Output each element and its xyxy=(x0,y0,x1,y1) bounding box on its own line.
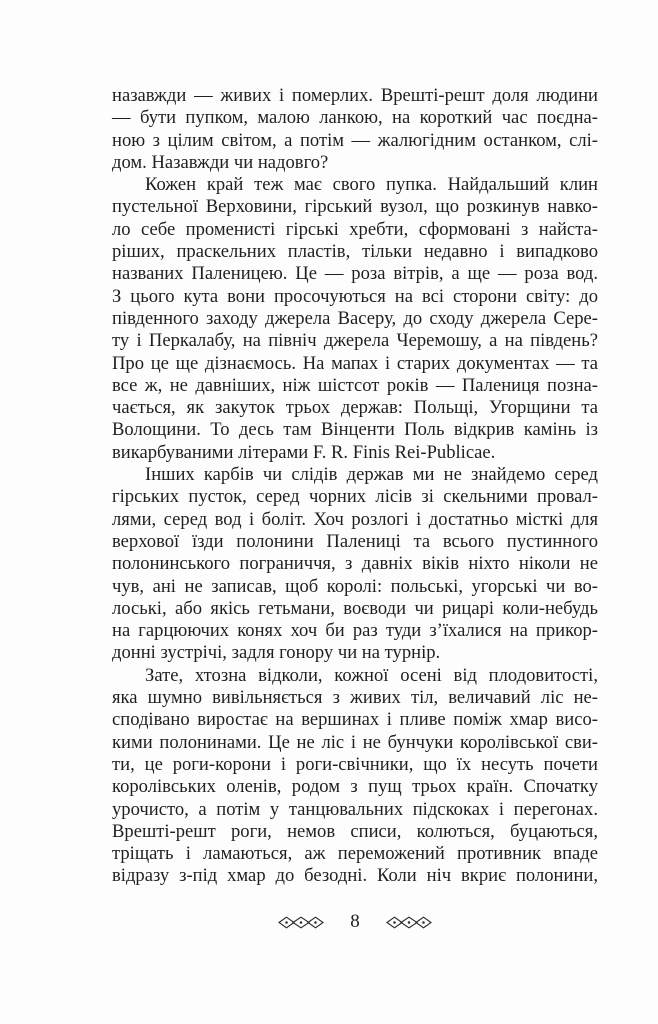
text-line: Волощини. То десь там Вінценти Поль відкрив камінь із xyxy=(112,419,598,441)
paragraph xyxy=(112,85,598,174)
text-line: сподівано виростає на вершинах і пливе поміж хмар висо- xyxy=(112,709,598,731)
text-line: донні зустрічі, задля гонору чи на турнір. xyxy=(112,642,441,664)
text-line: З цього кута вони просочуються на всі сторони світу: до xyxy=(112,285,598,307)
text-line: відразу з-під хмар до безодні. Коли ніч вкриє полонини, xyxy=(112,865,598,887)
text-line: полонинського пограниччя, з давніх віків ніхто ніколи не xyxy=(112,553,598,575)
text-line: ту і Перкалабу, на північ джерела Черемошу, а на південь? xyxy=(112,330,598,352)
text-line: ти, це роги-корони і роги-свічники, що їх несуть почети xyxy=(112,753,598,775)
text-line: названих Паленицею. Це — роза вітрів, а ще — роза вод. xyxy=(112,263,598,285)
text-line: пустельної Верховини, гірський вузол, що розкинув навко- xyxy=(112,196,598,218)
page-text xyxy=(112,85,598,888)
text-line: лями, серед вод і боліт. Хоч розлогі і достатньо місткі для xyxy=(112,508,598,530)
text-line: назавжди — живих і померлих. Врешті-решт доля людини xyxy=(112,85,598,106)
text-line: гірських пусток, серед чорних лісів зі скельними провал- xyxy=(112,486,598,508)
text-line: Зате, хтозна відколи, кожної осені від плодовитості, xyxy=(145,664,598,686)
text-line: кими полонинами. Це не ліс і не бунчуки королівської сви- xyxy=(112,731,598,753)
diamond-chain-ornament-icon xyxy=(386,916,432,929)
text-line: тріщать і ламаються, аж переможений противник впаде xyxy=(112,843,598,865)
diamond-chain-ornament-icon xyxy=(278,916,324,929)
text-line: Про це ще дізнаємось. На мапах і старих документах — та xyxy=(112,352,598,374)
page-number: 8 xyxy=(350,911,360,932)
text-line: Врешті-решт роги, немов списи, колються, буцаються, xyxy=(112,820,598,842)
paragraph xyxy=(112,464,598,665)
page-footer xyxy=(112,912,598,933)
text-line: яка шумно вивільняється з живих тіл, величавий ліс не- xyxy=(112,687,598,709)
text-line: — бути пупком, малою ланкою, на короткий час поєдна- xyxy=(112,107,598,129)
text-line: південного заходу джерела Васеру, до сходу джерела Сере- xyxy=(112,307,598,329)
text-line: лоські, або якісь гетьмани, воєводи чи рицарі коли-небудь xyxy=(112,597,598,619)
text-line: верхової їзди полонини Палениці та всього пустинного xyxy=(112,530,598,552)
text-line: чув, ані не записав, щоб королі: польські, угорські чи во- xyxy=(112,575,598,597)
text-line: ною з цілим світом, а потім — жалюгідним останком, слі- xyxy=(112,129,598,151)
text-line: урочисто, а потім у танцювальних підскоках і перегонах. xyxy=(112,798,598,820)
text-line: Інших карбів чи слідів держав ми не знайдемо серед xyxy=(145,464,598,486)
text-line: дом. Назавжди чи надовго? xyxy=(112,151,329,173)
text-line: на гарцюючих конях хоч би раз туди з’їхалися на прикор- xyxy=(112,620,598,642)
text-line: ло себе променисті гірські хребти, сформовані з найста- xyxy=(112,218,598,240)
text-line: Кожен край теж має свого пупка. Найдальший клин xyxy=(145,174,598,196)
paragraph xyxy=(112,665,598,888)
text-line: чається, як закуток трьох держав: Польщі, Угорщини та xyxy=(112,397,598,419)
paragraph xyxy=(112,174,598,464)
text-line: королівських оленів, родом з пущ трьох країн. Спочатку xyxy=(112,776,598,798)
text-line: ріших, праскельних пластів, тільки недавно і випадково xyxy=(112,241,598,263)
text-line: викарбуваними літерами F. R. Finis Rei-Publicae. xyxy=(112,441,496,463)
text-line: все ж, не давніших, ніж шістсот років — Палениця позна- xyxy=(112,374,598,396)
